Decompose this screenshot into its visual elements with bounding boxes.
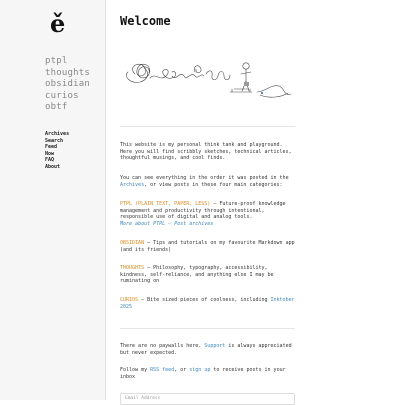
- support-link[interactable]: Support: [204, 343, 226, 349]
- sidebar: [0, 0, 106, 400]
- nav-link-about[interactable]: About: [45, 163, 61, 170]
- email-input[interactable]: Email Address: [120, 393, 295, 405]
- nav-item-obtf[interactable]: obtf: [45, 102, 68, 112]
- inktober-link[interactable]: Inktober 2025: [120, 297, 295, 310]
- intro-paragraph: This website is my personal think tank and playground. Here you will find scribbly sketches, technical articles, thoughtful musings, and cool finds.: [120, 142, 292, 162]
- nav-item-ptpl[interactable]: ptpl: [45, 56, 68, 66]
- scribble-illustration: [120, 52, 295, 104]
- main-nav: [45, 56, 90, 114]
- nav-link-now[interactable]: Now: [45, 150, 55, 157]
- nav-item-obsidian[interactable]: obsidian: [45, 79, 90, 89]
- page-title: Welcome: [120, 14, 171, 28]
- archives-link[interactable]: Archives: [120, 181, 145, 188]
- category-ptpl: PTPL (PLAIN TEXT, PAPER, LESS) – Future-proof knowledge management and productivity through intentional, responsible use of digital and analog tools. More about PTPL – Post archives: [120, 201, 286, 227]
- nav-item-thoughts[interactable]: thoughts: [45, 67, 90, 78]
- nav-link-archives[interactable]: Archives: [45, 131, 70, 137]
- category-thoughts-link[interactable]: THOUGHTS: [120, 265, 145, 271]
- category-obsidian: OBSIDIAN – Tips and tutorials on my favourite Markdown app (and its friends): [120, 240, 295, 253]
- secondary-nav: [45, 131, 69, 170]
- post-archives-link[interactable]: Post archives: [174, 220, 214, 227]
- category-ptpl-link[interactable]: PTPL (PLAIN TEXT, PAPER, LESS): [120, 201, 211, 207]
- category-curios: CURIOS – Bite sized pieces of coolness, including Inktober 2025: [120, 297, 295, 310]
- nav-link-feed[interactable]: Feed: [45, 144, 58, 150]
- sign-up-link[interactable]: sign up: [189, 367, 211, 373]
- divider: [120, 126, 295, 127]
- support-paragraph: There are no paywalls here. Support is always appreciated but never expected.: [120, 343, 292, 356]
- follow-paragraph: Follow my RSS feed, or sign up to receive posts in your inbox: [120, 367, 286, 380]
- divider: [120, 328, 295, 329]
- archives-paragraph: You can see everything in the order it was posted in the Archives, or view posts in these four main categories:: [120, 175, 289, 188]
- category-thoughts: THOUGHTS – Philosophy, typography, accessibility, kindness, self-reliance, and anything else I may be ruminating on: [120, 265, 274, 285]
- nav-link-faq[interactable]: FAQ: [45, 157, 55, 163]
- site-logo[interactable]: ě: [50, 9, 66, 38]
- nav-link-search[interactable]: Search: [45, 137, 64, 144]
- nav-item-curios[interactable]: curios: [45, 90, 79, 101]
- rss-feed-link[interactable]: RSS feed: [150, 367, 175, 373]
- category-curios-link[interactable]: CURIOS: [120, 297, 139, 303]
- category-obsidian-link[interactable]: OBSIDIAN: [120, 240, 145, 246]
- more-about-ptpl-link[interactable]: More about PTPL: [120, 220, 166, 227]
